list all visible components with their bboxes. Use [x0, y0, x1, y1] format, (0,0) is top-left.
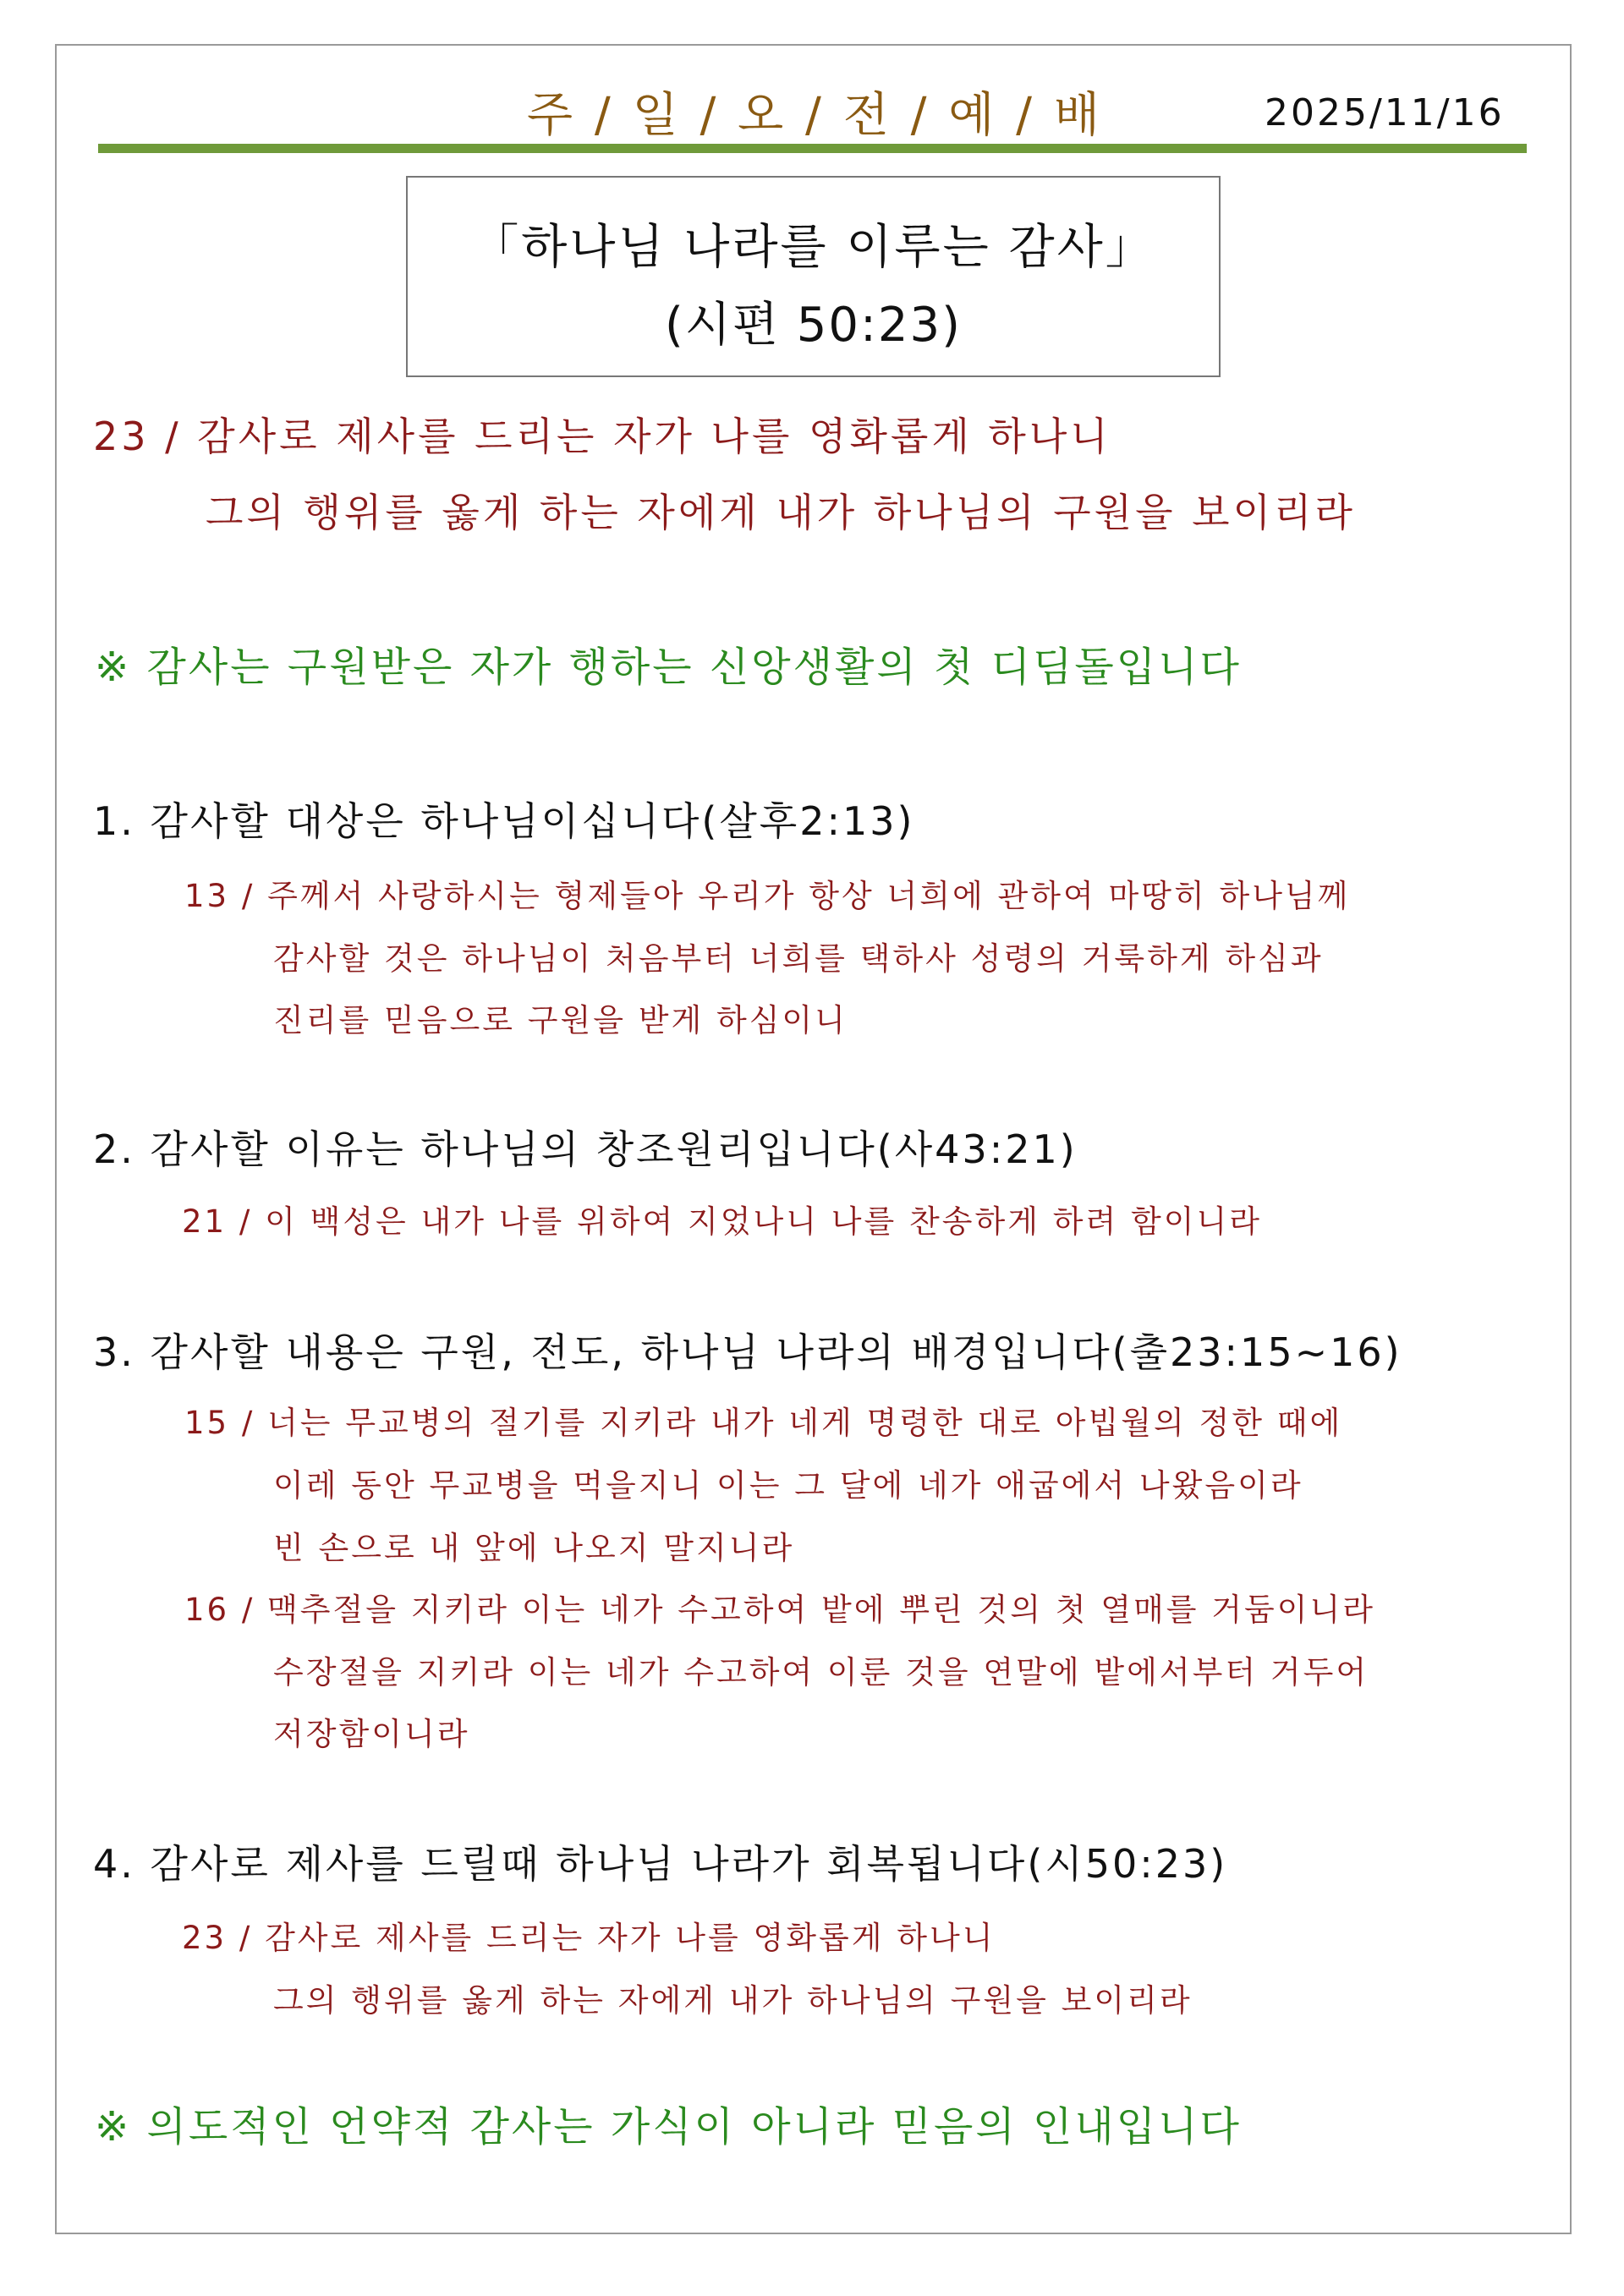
verse-line: 그의 행위를 옳게 하는 자에게 내가 하나님의 구원을 보이리라: [273, 1982, 1193, 2019]
key-verse-line: 그의 행위를 옳게 하는 자에게 내가 하나님의 구원을 보이리라: [206, 490, 1356, 535]
verse-line: 15 / 너는 무교병의 절기를 지키라 내가 네게 명령한 대로 아빕월의 정한 때에: [184, 1405, 1343, 1441]
verse-line: 21 / 이 백성은 내가 나를 위하여 지었나니 나를 찬송하게 하려 함이니라: [182, 1203, 1262, 1240]
point-heading: 2. 감사할 이유는 하나님의 창조원리입니다(사43:21): [93, 1126, 1078, 1172]
verse-line: 진리를 믿음으로 구원을 받게 하심이니: [273, 1002, 848, 1038]
point-heading: 3. 감사할 내용은 구원, 전도, 하나님 나라의 배경입니다(출23:15~16): [93, 1329, 1402, 1375]
verse-line: 이레 동안 무교병을 먹을지니 이는 그 달에 네가 애굽에서 나왔음이라: [273, 1467, 1303, 1504]
point-heading: 4. 감사로 제사를 드릴때 하나님 나라가 회복됩니다(시50:23): [93, 1841, 1228, 1887]
header-divider: [98, 144, 1527, 153]
verse-line: 13 / 주께서 사랑하시는 형제들아 우리가 항상 너희에 관하여 마땅히 하나님께: [184, 878, 1351, 914]
verse-line: 23 / 감사로 제사를 드리는 자가 나를 영화롭게 하나니: [182, 1920, 996, 1956]
service-date: 2025/11/16: [1265, 91, 1505, 134]
verse-line: 저장함이니라: [273, 1716, 470, 1752]
verse-line: 16 / 맥추절을 지키라 이는 네가 수고하여 밭에 뿌린 것의 첫 열매를 거둠이니라: [184, 1592, 1375, 1628]
sermon-title: 「하나님 나라를 이루는 감사」: [471, 220, 1155, 275]
verse-line: 빈 손으로 내 앞에 나오지 말지니라: [273, 1530, 795, 1566]
sermon-title-box: [406, 176, 1221, 377]
verse-line: 수장절을 지키라 이는 네가 수고하여 이룬 것을 연말에 밭에서부터 거두어: [273, 1654, 1369, 1690]
service-title: 주 / 일 / 오 / 전 / 예 / 배: [527, 88, 1103, 143]
sermon-reference: (시편 50:23): [664, 298, 963, 353]
point-heading: 1. 감사할 대상은 하나님이십니다(살후2:13): [93, 798, 915, 844]
note-bottom: ※ 의도적인 언약적 감사는 가식이 아니라 믿음의 인내입니다: [95, 2103, 1242, 2151]
note-top: ※ 감사는 구원받은 자가 행하는 신앙생활의 첫 디딤돌입니다: [95, 644, 1242, 691]
key-verse-line: 23 / 감사로 제사를 드리는 자가 나를 영화롭게 하나니: [93, 414, 1111, 459]
verse-line: 감사할 것은 하나님이 처음부터 너희를 택하사 성령의 거룩하게 하심과: [273, 940, 1324, 977]
